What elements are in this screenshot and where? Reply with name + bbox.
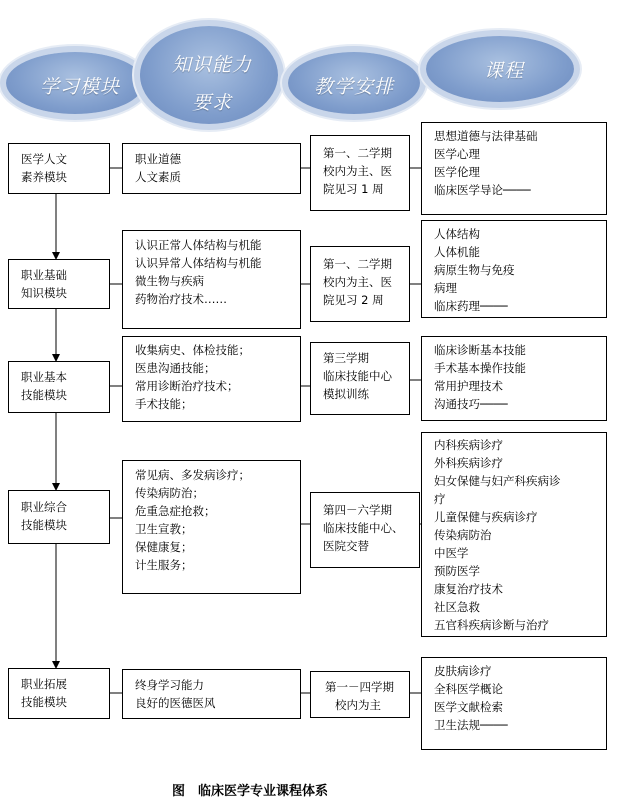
module-box-1 [8,143,110,194]
schedule-text: 院见习 2 周 [323,293,384,307]
module-box-2 [8,259,110,309]
course-text: 临床医学导论──── [434,183,531,197]
header-module-label: 学习模块 [40,76,121,98]
course-text: 病理 [434,281,457,295]
schedule-text: 第一－四学期 [325,680,394,694]
ability-text: 常见病、多发病诊疗； [135,468,250,482]
schedule-box-5 [310,671,410,718]
course-text: 皮肤病诊疗 [434,664,492,678]
course-text: 临床诊断基本技能 [434,343,526,357]
course-text: 思想道德与法律基础 [434,129,538,143]
schedule-text: 医院交替 [323,539,369,553]
schedule-box-3 [310,342,410,415]
course-text: 传染病防治 [434,528,492,542]
course-text: 病原生物与免疫 [434,263,515,277]
course-text: 内科疾病诊疗 [434,438,503,452]
course-text: 预防医学 [434,564,480,578]
module-text: 技能模块 [21,695,67,709]
schedule-box-4 [310,492,420,568]
module-box-3 [8,361,110,413]
ability-text: 职业道德 [135,152,181,166]
ability-text: 认识异常人体结构与机能 [135,256,262,270]
course-text: 中医学 [434,546,469,560]
course-text: 疗 [434,492,446,506]
ability-text: 传染病防治； [135,486,204,500]
course-box-4 [421,432,607,637]
module-text: 技能模块 [21,388,67,402]
header-arrangement-label: 教学安排 [314,76,395,98]
ability-box-2 [122,230,301,329]
ability-text: 保健康复； [135,540,193,554]
course-text: 卫生法规──── [434,718,508,732]
module-text: 职业综合 [21,500,67,514]
module-text: 职业拓展 [21,677,67,691]
schedule-text: 院见习 1 周 [323,182,384,196]
module-box-4 [8,490,110,544]
schedule-text: 校内为主、医 [323,275,392,289]
ability-text: 卫生宣教； [135,522,193,536]
schedule-box-1 [310,135,410,211]
figure-caption: 图 临床医学专业课程体系 [172,784,329,799]
schedule-text: 第一、二学期 [323,257,392,271]
schedule-text: 第四－六学期 [323,503,392,517]
course-box-2 [421,220,607,318]
ability-text: 危重急症抢救； [135,504,216,518]
ability-text: 认识正常人体结构与机能 [135,238,262,252]
course-text: 外科疾病诊疗 [434,456,503,470]
schedule-text: 临床技能中心 [323,369,392,383]
header-ability-label-line2: 要求 [192,92,233,114]
ability-text: 医患沟通技能； [135,361,216,375]
course-text: 医学伦理 [434,165,480,179]
course-text: 五官科疾病诊断与治疗 [434,618,549,632]
schedule-box-2 [310,246,410,322]
ability-text: 终身学习能力 [135,678,204,692]
ability-text: 药物治疗技术…… [135,292,227,306]
module-text: 素养模块 [21,170,67,184]
module-text: 技能模块 [21,518,67,532]
course-text: 常用护理技术 [434,379,503,393]
schedule-text: 临床技能中心、 [323,521,404,535]
schedule-text: 校内为主、医 [323,164,392,178]
course-box-3 [421,336,607,421]
header-ability-label-line1: 知识能力 [172,54,253,76]
ability-text: 微生物与疾病 [135,274,204,288]
course-text: 手术基本操作技能 [434,361,526,375]
course-box-5 [421,657,607,750]
course-text: 医学文献检索 [434,700,503,714]
module-text: 职业基本 [21,370,67,384]
schedule-text: 模拟训练 [323,387,369,401]
ability-text: 收集病史、体检技能； [135,343,250,357]
course-text: 妇女保健与妇产科疾病诊 [434,474,561,488]
ability-text: 常用诊断治疗技术； [135,379,239,393]
ability-box-5 [122,669,301,719]
course-text: 社区急救 [434,600,480,614]
ability-text: 计生服务； [135,558,193,572]
ability-text: 人文素质 [135,170,181,184]
course-text: 人体结构 [434,227,480,241]
module-text: 职业基础 [21,268,67,282]
course-text: 儿童保健与疾病诊疗 [434,510,538,524]
course-text: 全科医学概论 [434,682,503,696]
ability-box-4 [122,460,301,594]
schedule-text: 校内为主 [335,698,381,712]
module-box-5 [8,668,110,719]
ability-box-3 [122,336,301,422]
schedule-text: 第三学期 [323,351,369,365]
course-text: 康复治疗技术 [434,582,503,596]
ability-text: 手术技能； [135,397,193,411]
ability-box-1 [122,143,301,194]
course-text: 医学心理 [434,147,480,161]
course-text: 人体机能 [434,245,480,259]
module-text: 医学人文 [21,152,67,166]
schedule-text: 第一、二学期 [323,146,392,160]
module-text: 知识模块 [21,286,67,300]
course-text: 临床药理──── [434,299,508,313]
ability-text: 良好的医德医风 [135,696,216,710]
header-course-label: 课程 [484,60,525,82]
course-box-1 [421,122,607,215]
course-text: 沟通技巧──── [434,397,508,411]
